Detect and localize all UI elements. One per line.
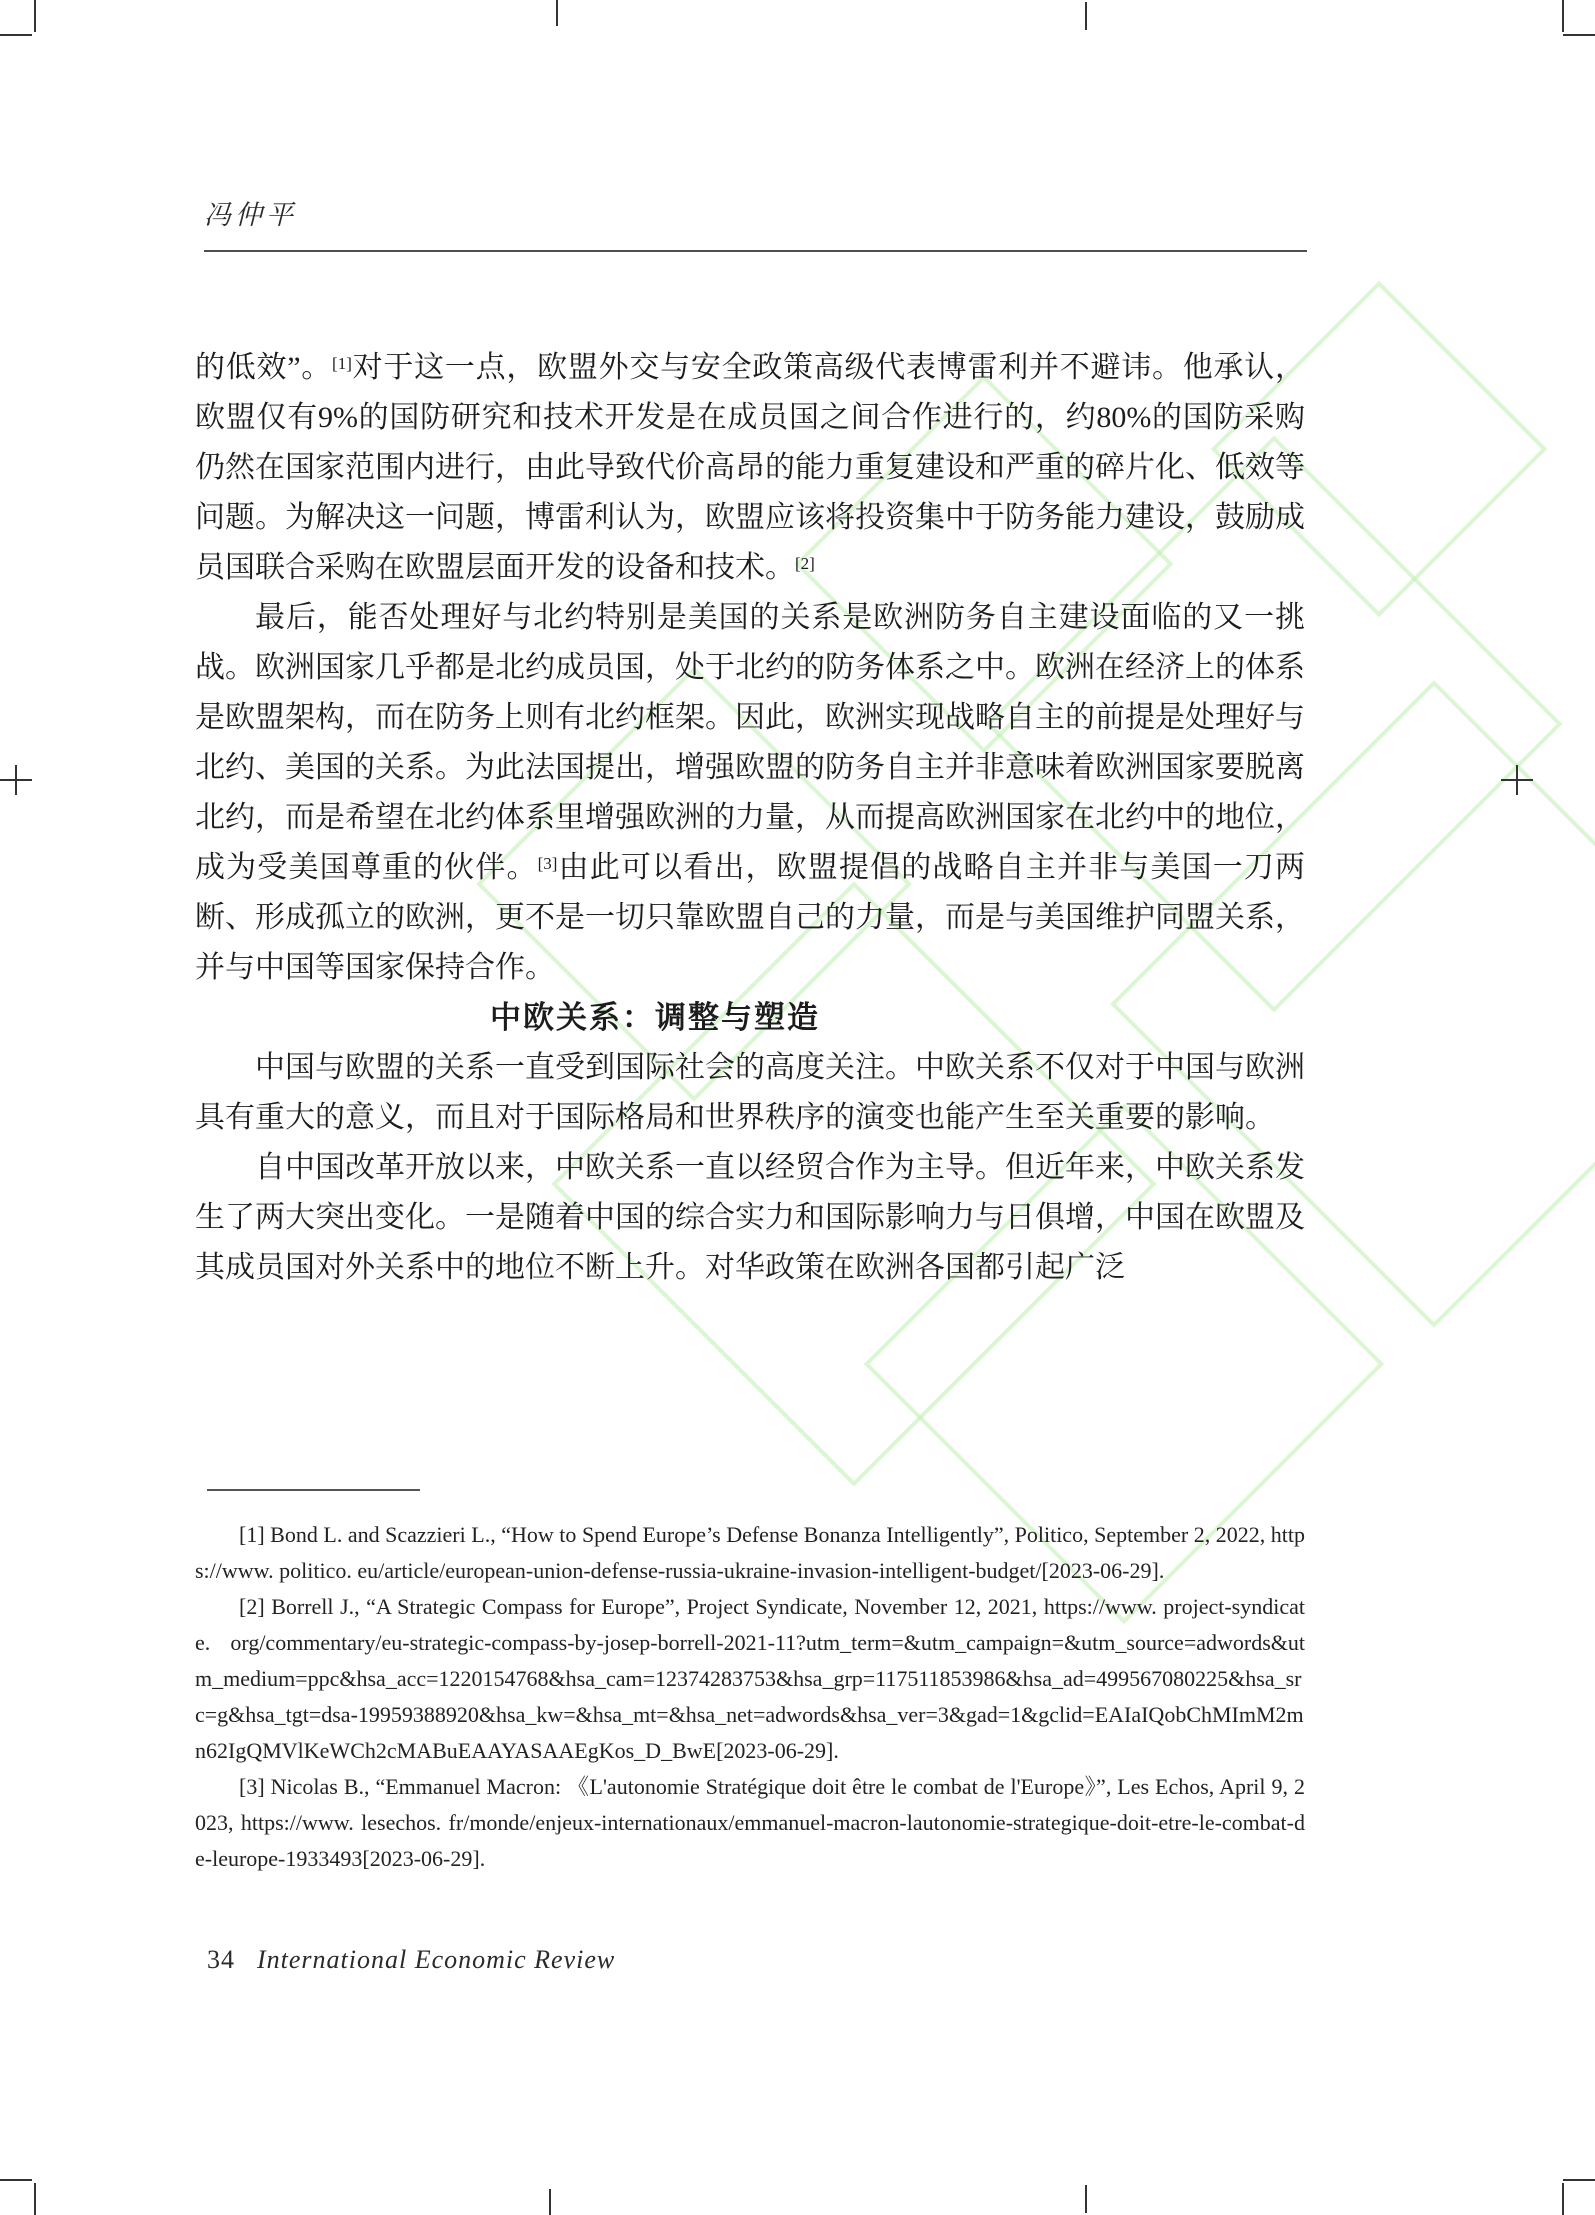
footnote-separator [207,1489,420,1491]
crop-mark-top-right-v [1562,0,1564,32]
crop-mark-bottom-left-h [0,2179,32,2181]
paragraph-text: 由此可以看出，欧盟提倡的战略自主并非与美国一刀两断、形成孤立的欧洲，更不是一切只靠欧盟自己的力量，而是与美国维护同盟关系，并与中国等国家保持合作。 [195,851,1306,984]
crop-mark-bottom-center [549,2189,551,2215]
footnote-1: [1] Bond L. and Scazzieri L., “How to Spend Europe’s Defense Bonanza Intelligently”, Politico, September 2, 2022, https://www. politico. eu/article/european-union-defense-russia-ukraine-invasion-intelligent-budget/[2023-06-29]. [195,1522,1305,1583]
paragraph-text: 最后，能否处理好与北约特别是美国的关系是欧洲防务自主建设面临的又一挑战。欧洲国家几乎都是北约成员国，处于北约的防务体系之中。欧洲在经济上的体系是欧盟架构，而在防务上则有北约框架。因此，欧洲实现战略自主的前提是处理好与北约、美国的关系。为此法国提出，增强欧盟的防务自主并非意味着欧洲国家要脱离北约，而是希望在北约体系里增强欧洲的力量，从而提高欧洲国家在北约中的地位，成为受美国尊重的伙伴。 [195,601,1305,884]
footnote-ref-1: [1] [332,353,352,373]
footnote-ref-2: [2] [795,553,815,573]
body-paragraph: 中国与欧盟的关系一直受到国际社会的高度关注。中欧关系不仅对于中国与欧洲具有重大的意义，而且对于国际格局和世界秩序的演变也能产生至关重要的影响。 [195,1051,1305,1134]
crop-mark-top-left-h [0,34,32,36]
crop-mark-left-middle-h [0,779,32,781]
crop-mark-right-middle-h [1501,779,1533,781]
header-rule [204,250,1307,252]
crop-mark-top-inner-right [1085,2,1087,30]
paragraph-text: 的低效”。 [195,351,333,384]
body-paragraph: 自中国改革开放以来，中欧关系一直以经贸合作为主导。但近年来，中欧关系发生了两大突出变化。一是随着中国的综合实力和国际影响力与日俱增，中国在欧盟及其成员国对外关系中的地位不断上升。对华政策在欧洲各国都引起广泛 [195,1151,1305,1284]
footnotes-block [195,1517,1305,1877]
crop-mark-top-right-h [1563,34,1595,36]
crop-mark-bottom-left-v [34,2183,36,2215]
crop-mark-bottom-inner-right [1085,2185,1087,2213]
footnote-3: [3] Nicolas B., “Emmanuel Macron: 《L'autonomie Stratégique doit être le combat de l'Europe》”, Les Echos, April 9, 2023, https://www. lesechos. fr/monde/enjeux-internationaux/emmanuel-macron-lautonomie-strategique-doit-etre-le-combat-de-leurope-1933493[2023-06-29]. [195,1774,1305,1871]
crop-mark-top-left-v [34,0,36,32]
page-footer [207,1945,615,1975]
body-paragraph [195,593,1305,993]
crop-mark-bottom-right-v [1562,2183,1564,2215]
crop-mark-top-center [556,0,558,26]
paragraph-text: 对于这一点，欧盟外交与安全政策高级代表博雷利并不避讳。他承认，欧盟仅有9%的国防研究和技术开发是在成员国之间合作进行的，约80%的国防采购仍然在国家范围内进行，由此导致代价高昂的能力重复建设和严重的碎片化、低效等问题。为解决这一问题，博雷利认为，欧盟应该将投资集中于防务能力建设，鼓励成员国联合采购在欧盟层面开发的设备和技术。 [195,351,1305,584]
body-paragraph [195,343,1305,593]
running-head-author: 冯仲平 [204,200,297,230]
page-number: 34 [207,1945,235,1974]
footnote-ref-3: [3] [537,853,558,873]
journal-title: International Economic Review [257,1945,616,1974]
footnote-2: [2] Borrell J., “A Strategic Compass for Europe”, Project Syndicate, November 12, 2021, https://www. project-syndicate. org/commentary/eu-strategic-compass-by-josep-borrell-2021-11?utm_term=&utm_campaign=&utm_source=adwords&utm_medium=ppc&hsa_acc=1220154768&hsa_cam=12374283753&hsa_grp=117511853986&hsa_ad=499567080225&hsa_src=g&hsa_tgt=dsa-19959388920&hsa_kw=&hsa_mt=&hsa_net=adwords&hsa_ver=3&gad=1&gclid=EAIaIQobChMImM2mn62IgQMVlKeWCh2cMABuEAAYASAAEgKos_D_BwE[2023-06-29]. [195,1594,1305,1763]
body-text-block [195,343,1305,1293]
section-heading: 中欧关系：调整与塑造 [490,1000,820,1035]
crop-mark-bottom-right-h [1563,2179,1595,2181]
